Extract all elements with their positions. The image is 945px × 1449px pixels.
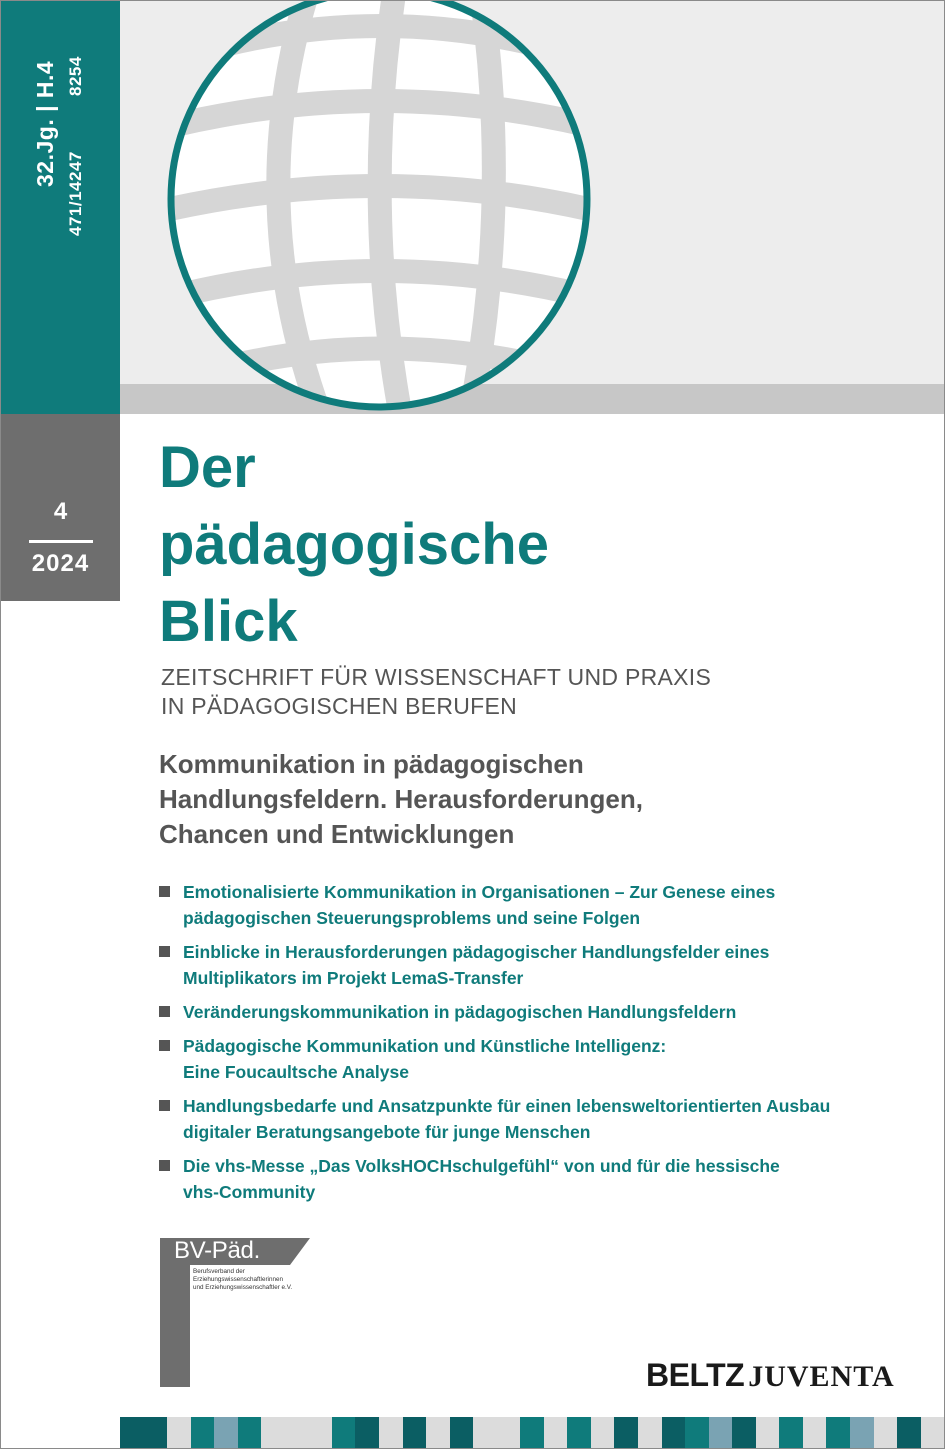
color-bar-segment [638, 1417, 662, 1448]
article-title-line: Veränderungskommunikation in pädagogischen Handlungsfeldern [183, 1002, 737, 1022]
color-bar-segment [355, 1417, 379, 1448]
bullet-icon [159, 886, 170, 897]
article-item [159, 939, 929, 991]
color-bar-segment [732, 1417, 756, 1448]
color-bar-segment [826, 1417, 850, 1448]
article-title-line: Handlungsbedarfe und Ansatzpunkte für einen lebensweltorientierten Ausbau [183, 1096, 831, 1116]
article-list [159, 879, 929, 1213]
color-bar-segment [144, 1417, 168, 1448]
issue-year: 2024 [31, 550, 90, 577]
theme-line: Handlungsfeldern. Herausforderungen, [159, 784, 643, 814]
color-bar-segment [473, 1417, 497, 1448]
article-title-line: Pädagogische Kommunikation und Künstliche Intelligenz: [183, 1036, 667, 1056]
globe-icon [161, 0, 597, 417]
publisher-name-juventa: JUVENTA [748, 1360, 895, 1393]
journal-title [159, 429, 549, 660]
color-bar-segment [874, 1417, 898, 1448]
article-title-line: Einblicke in Herausforderungen pädagogischer Handlungsfelder eines [183, 942, 770, 962]
color-bar-segment [850, 1417, 874, 1448]
theme-line: Chancen und Entwicklungen [159, 819, 515, 849]
subtitle-line: IN PÄDAGOGISCHEN BERUFEN [161, 693, 518, 719]
color-bar-segment [214, 1417, 238, 1448]
association-name: BV-Päd. [174, 1237, 260, 1264]
title-line: Der [159, 435, 256, 500]
journal-number: 8254 [66, 56, 85, 96]
color-bar-segment [756, 1417, 780, 1448]
article-item [159, 1093, 929, 1145]
color-bar-segment [709, 1417, 733, 1448]
issue-block [1, 414, 120, 601]
association-line: und Erziehungswissenschaftler e.V. [193, 1283, 293, 1291]
article-item [159, 879, 929, 931]
color-bar-segment [167, 1417, 191, 1448]
journal-subtitle [161, 663, 711, 721]
article-title-line: Die vhs-Messe „Das VolksHOCHschulgefühl“ von und für die hessische [183, 1156, 780, 1176]
color-bar-segment [261, 1417, 285, 1448]
issue-theme [159, 747, 643, 852]
subtitle-line: ZEITSCHRIFT FÜR WISSENSCHAFT UND PRAXIS [161, 664, 712, 690]
color-bar-segment [685, 1417, 709, 1448]
color-bar-segment [567, 1417, 591, 1448]
color-bar-segment [426, 1417, 450, 1448]
title-line: pädagogische [159, 512, 549, 577]
color-bar-segment [308, 1417, 332, 1448]
color-bar-segment [497, 1417, 521, 1448]
article-title-line: Multiplikators im Projekt LemaS-Transfer [183, 968, 524, 988]
publisher-name-beltz: BELTZ [646, 1357, 745, 1393]
color-bar-segment [332, 1417, 356, 1448]
title-line: Blick [159, 589, 298, 654]
color-bar-segment [544, 1417, 568, 1448]
color-bar-segment [120, 1417, 144, 1448]
publisher-logo [646, 1355, 895, 1402]
bullet-icon [159, 946, 170, 957]
issue-divider [29, 540, 93, 543]
decorative-color-bar [120, 1417, 944, 1448]
color-bar-segment [238, 1417, 262, 1448]
color-bar-segment [191, 1417, 215, 1448]
article-title-line: Emotionalisierte Kommunikation in Organisationen – Zur Genese eines [183, 882, 776, 902]
bullet-icon [159, 1160, 170, 1171]
article-title-line: vhs-Community [183, 1182, 316, 1202]
color-bar-segment [921, 1417, 945, 1448]
article-title-line: Eine Foucaultsche Analyse [183, 1062, 409, 1082]
bullet-icon [159, 1006, 170, 1017]
bullet-icon [159, 1040, 170, 1051]
article-item [159, 999, 929, 1025]
color-bar-segment [591, 1417, 615, 1448]
color-bar-segment [520, 1417, 544, 1448]
color-bar-segment [450, 1417, 474, 1448]
color-bar-segment [897, 1417, 921, 1448]
article-item [159, 1153, 929, 1205]
color-bar-segment [803, 1417, 827, 1448]
journal-code: 471/14247 [66, 151, 85, 236]
article-title-line: digitaler Beratungsangebote für junge Menschen [183, 1122, 591, 1142]
article-item [159, 1033, 929, 1085]
association-fullname [193, 1268, 292, 1291]
color-bar-segment [379, 1417, 403, 1448]
article-title-line: pädagogischen Steuerungsproblems und seine Folgen [183, 908, 641, 928]
association-line: Erziehungswissenschaftlerinnen [193, 1275, 283, 1283]
color-bar-segment [403, 1417, 427, 1448]
color-bar-segment [614, 1417, 638, 1448]
bullet-icon [159, 1100, 170, 1111]
color-bar-segment [285, 1417, 309, 1448]
theme-line: Kommunikation in pädagogischen [159, 749, 584, 779]
spine-block [1, 1, 120, 414]
volume-issue: 32.Jg. | H.4 [32, 60, 58, 187]
color-bar-segment [662, 1417, 686, 1448]
issue-number: 4 [53, 498, 68, 525]
association-line: Berufsverband der [193, 1268, 245, 1275]
color-bar-segment [779, 1417, 803, 1448]
